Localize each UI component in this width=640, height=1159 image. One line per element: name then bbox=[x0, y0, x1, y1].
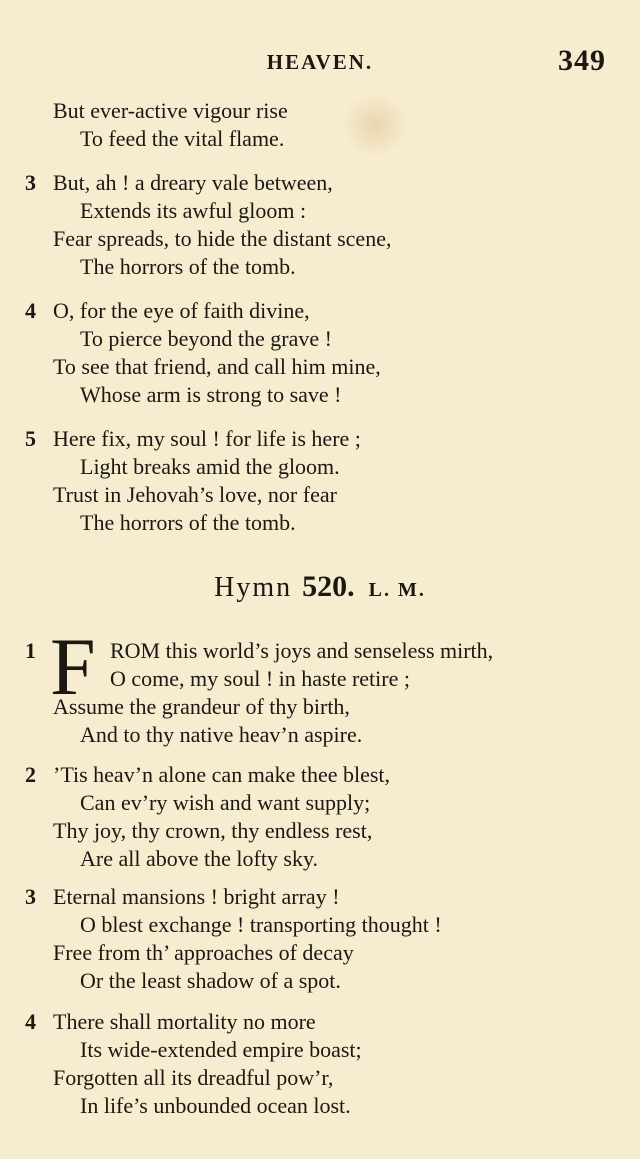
stanza-number: 3 bbox=[25, 884, 36, 909]
verse-line: To feed the vital flame. bbox=[80, 126, 285, 151]
verse-line: But ever-active vigour rise bbox=[53, 98, 288, 123]
verse-line: Eternal mansions ! bright array ! bbox=[53, 884, 340, 909]
verse-line: To pierce beyond the grave ! bbox=[80, 326, 332, 351]
verse-line: There shall mortality no more bbox=[53, 1009, 316, 1034]
stanza-number: 4 bbox=[25, 1009, 36, 1034]
verse-line: Can ev’ry wish and want supply; bbox=[80, 790, 371, 815]
verse-line: O, for the eye of faith divine, bbox=[53, 298, 310, 323]
verse-line: ’Tis heav’n alone can make thee blest, bbox=[53, 762, 391, 787]
verse-line: Extends its awful gloom : bbox=[80, 198, 307, 223]
verse-line: Are all above the lofty sky. bbox=[80, 846, 319, 871]
verse-line: Trust in Jehovah’s love, nor fear bbox=[53, 482, 337, 507]
verse-line: Free from th’ approaches of decay bbox=[53, 940, 354, 965]
verse-line: The horrors of the tomb. bbox=[80, 254, 296, 279]
verse-line: Forgotten all its dreadful pow’r, bbox=[53, 1065, 334, 1090]
stanza-number: 1 bbox=[25, 638, 36, 663]
verse-line: Assume the grandeur of thy birth, bbox=[53, 694, 350, 719]
verse-line: Light breaks amid the gloom. bbox=[80, 454, 340, 479]
stanza-number: 4 bbox=[25, 298, 36, 323]
hymn-meter: L. M. bbox=[368, 579, 426, 601]
drop-cap: F bbox=[50, 621, 96, 712]
verse-line: O come, my soul ! in haste retire ; bbox=[110, 666, 410, 691]
hymn-label: Hymn bbox=[214, 572, 293, 603]
verse-line: The horrors of the tomb. bbox=[80, 510, 296, 535]
page-number: 349 bbox=[558, 44, 606, 77]
verse-line: Thy joy, thy crown, thy endless rest, bbox=[53, 818, 373, 843]
verse-line: O blest exchange ! transporting thought ! bbox=[80, 912, 442, 937]
verse-line: And to thy native heav’n aspire. bbox=[80, 722, 363, 747]
stanza-number: 2 bbox=[25, 762, 36, 787]
verse-line: To see that friend, and call him mine, bbox=[53, 354, 381, 379]
verse-line: Or the least shadow of a spot. bbox=[80, 968, 341, 993]
hymn-number: 520. bbox=[302, 570, 355, 603]
verse-line: Whose arm is strong to save ! bbox=[80, 382, 342, 407]
verse-line: ROM this world’s joys and senseless mirth, bbox=[110, 638, 494, 663]
verse-line: In life’s unbounded ocean lost. bbox=[80, 1093, 351, 1118]
running-header: HEAVEN. bbox=[266, 50, 374, 74]
verse-line: But, ah ! a dreary vale between, bbox=[53, 170, 333, 195]
verse-line: Its wide-extended empire boast; bbox=[80, 1037, 362, 1062]
verse-line: Fear spreads, to hide the distant scene, bbox=[53, 226, 392, 251]
hymn-heading bbox=[0, 570, 640, 607]
stanza-number: 5 bbox=[25, 426, 36, 451]
paper-stain bbox=[340, 95, 410, 155]
verse-line: Here fix, my soul ! for life is here ; bbox=[53, 426, 361, 451]
stanza-number: 3 bbox=[25, 170, 36, 195]
